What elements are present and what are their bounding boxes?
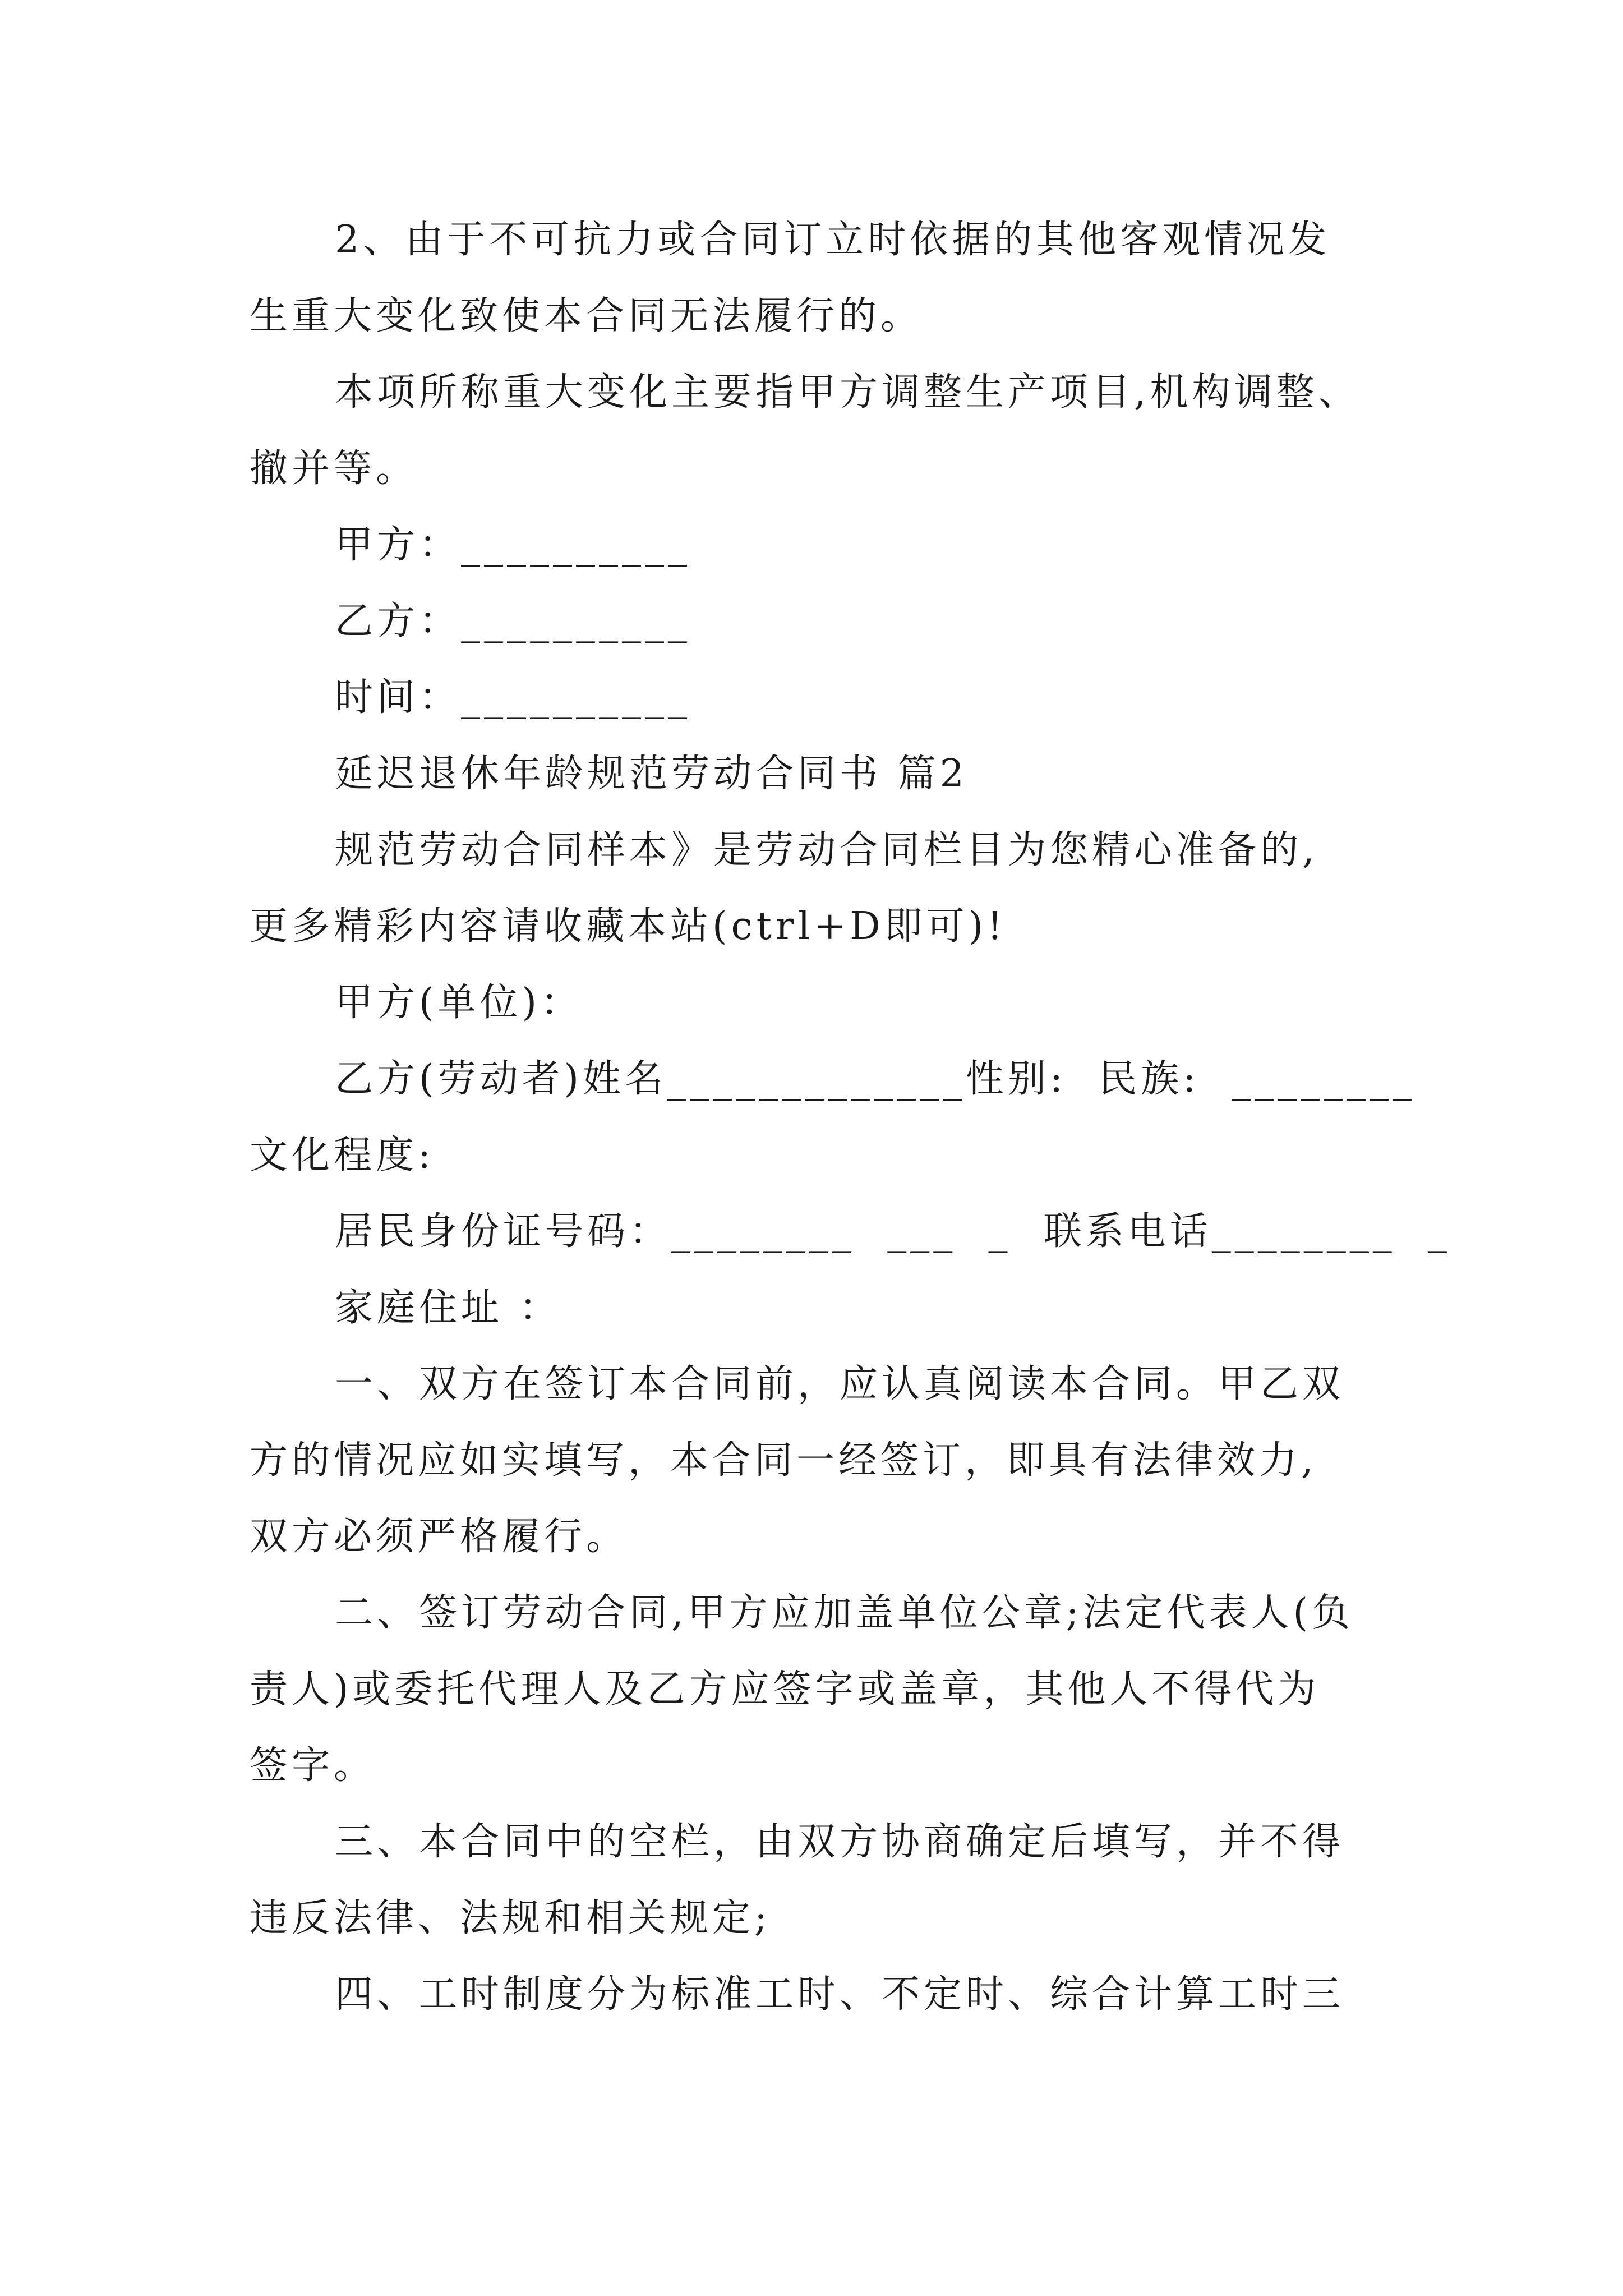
field-id-phone: 居民身份证号码：________ ___ _ 联系电话________ _ [335,1209,1451,1254]
signature-line-party-b: 乙方：__________ [335,599,691,643]
text-line: 生重大变化致使本合同无法履行的。 [250,294,923,338]
field-employee-info: 乙方(劳动者)姓名_____________性别: 民族: ________ [335,1057,1416,1101]
text-line: 四、工时制度分为标准工时、不定时、综合计算工时三 [335,1972,1345,2017]
text-line: 违反法律、法规和相关规定; [250,1896,771,1940]
document-body [250,202,1451,2033]
field-address: 家庭住址 ： [335,1286,561,1330]
text-line: 签字。 [250,1743,376,1788]
text-line: 责人)或委托代理人及乙方应签字或盖章，其他人不得代为 [250,1667,1320,1711]
text-line: 2、由于不可抗力或合同订立时依据的其他客观情况发 [335,218,1331,262]
text-line: 二、签订劳动合同,甲方应加盖单位公章;法定代表人(负 [335,1591,1354,1635]
text-line: 规范劳动合同样本》是劳动合同栏目为您精心准备的, [335,828,1318,872]
signature-line-party-a: 甲方：__________ [335,523,691,567]
text-line: 撤并等。 [250,447,418,491]
text-line: 三、本合同中的空栏，由双方协商确定后填写，并不得 [335,1820,1345,1864]
text-line: 方的情况应如实填写，本合同一经签订，即具有法律效力, [250,1438,1317,1483]
section-title: 延迟退休年龄规范劳动合同书 篇2 [335,752,968,796]
text-line: 本项所称重大变化主要指甲方调整生产项目,机构调整、 [335,370,1361,415]
field-employer: 甲方(单位)： [335,981,583,1025]
text-line: 更多精彩内容请收藏本站(ctrl+D即可)! [250,904,1007,949]
text-line: 双方必须严格履行。 [250,1515,629,1559]
field-education: 文化程度: [250,1133,435,1177]
signature-line-date: 时间：__________ [335,675,691,720]
text-line: 一、双方在签订本合同前，应认真阅读本合同。甲乙双 [335,1362,1345,1406]
